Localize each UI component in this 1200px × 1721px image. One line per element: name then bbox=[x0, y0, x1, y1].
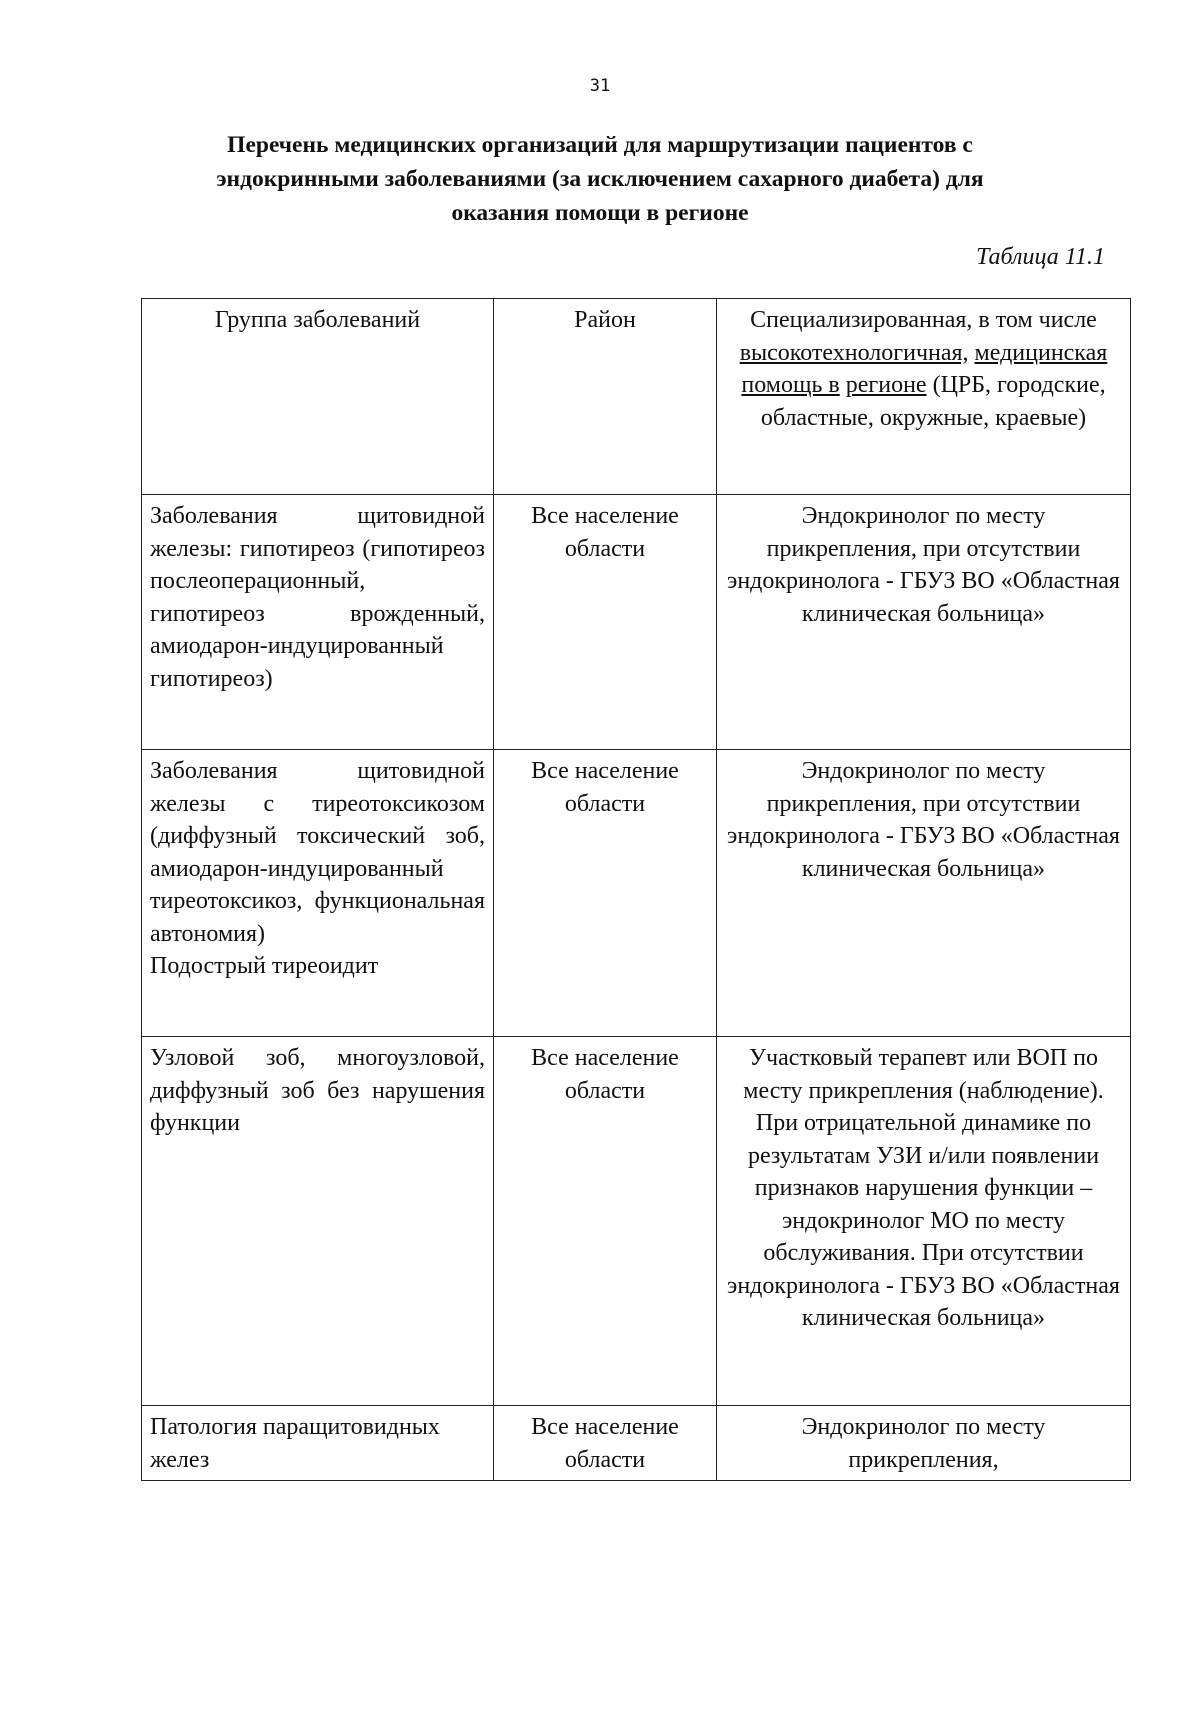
row-specialized-care: Эндокринолог по месту прикрепления, bbox=[717, 1406, 1131, 1481]
header-care-line-5: областные, окружные, bbox=[760, 404, 990, 431]
table-row bbox=[142, 1406, 1131, 1481]
row-disease-group-extra: Подострый тиреоидит bbox=[150, 953, 379, 979]
row-district: Все население области bbox=[494, 495, 717, 750]
header-care-line-3: медицинская помощь в bbox=[741, 339, 1108, 398]
row-district: Все население области bbox=[494, 1037, 717, 1406]
row-specialized-care: Эндокринолог по месту прикрепления, при отсутствии эндокринолога - ГБУЗ ВО «Областная клиническая больница» bbox=[717, 750, 1131, 1037]
header-care-line-1: Специализированная, в том bbox=[750, 307, 1033, 333]
header-specialized-care bbox=[717, 299, 1131, 495]
row-disease-group bbox=[142, 750, 494, 1037]
table-header-row bbox=[142, 299, 1131, 495]
row-district: Все население области bbox=[494, 1406, 717, 1481]
table-row bbox=[142, 750, 1131, 1037]
row-disease-group: Заболевания щитовидной железы: гипотиреоз (гипотиреоз послеоперационный, гипотиреоз врожденный, амиодарон-индуцированный гипотиреоз) bbox=[142, 495, 494, 750]
row-district: Все население области bbox=[494, 750, 717, 1037]
row-specialized-care: Участковый терапевт или ВОП по месту прикрепления (наблюдение). При отрицательной динамике по результатам УЗИ и/или появлении признаков нарушения функции – эндокринолог МО по месту обслуживания. При отсутствии эндокринолога - ГБУЗ ВО «Областная клиническая больница» bbox=[717, 1037, 1131, 1406]
header-disease-group: Группа заболеваний bbox=[142, 299, 494, 495]
document-title bbox=[120, 128, 1080, 230]
page-number: 31 bbox=[589, 76, 611, 96]
header-care-text: числе bbox=[1038, 307, 1097, 333]
table-row bbox=[142, 495, 1131, 750]
row-specialized-care: Эндокринолог по месту прикрепления, при отсутствии эндокринолога - ГБУЗ ВО «Областная клиническая больница» bbox=[717, 495, 1131, 750]
title-line-2: эндокринными заболеваниями (за исключением сахарного диабета) для bbox=[216, 166, 984, 192]
table-row bbox=[142, 1037, 1131, 1406]
row-disease-group: Патология паращитовидных желез bbox=[142, 1406, 494, 1481]
header-care-underlined: регионе bbox=[845, 372, 927, 398]
header-care-line-6: краевые) bbox=[995, 404, 1087, 431]
title-line-3: оказания помощи в регионе bbox=[451, 200, 749, 226]
row-disease-group: Узловой зоб, многоузловой, диффузный зоб без нарушения функции bbox=[142, 1037, 494, 1406]
title-line-1: Перечень медицинских организаций для маршрутизации пациентов с bbox=[227, 132, 973, 158]
routing-table bbox=[141, 298, 1131, 1481]
header-care-line-4 bbox=[846, 372, 1106, 398]
header-care-text: (ЦРБ, городские, bbox=[926, 372, 1106, 398]
table-caption: Таблица 11.1 bbox=[976, 244, 1105, 270]
header-care-underlined: высокотехнологичная, bbox=[739, 339, 969, 366]
header-district: Район bbox=[494, 299, 717, 495]
row-disease-group-text: Заболевания щитовидной железы с тиреотоксикозом (диффузный токсический зоб, амиодарон-индуцированный тиреотоксикоз, функциональная автономия) bbox=[150, 758, 485, 947]
